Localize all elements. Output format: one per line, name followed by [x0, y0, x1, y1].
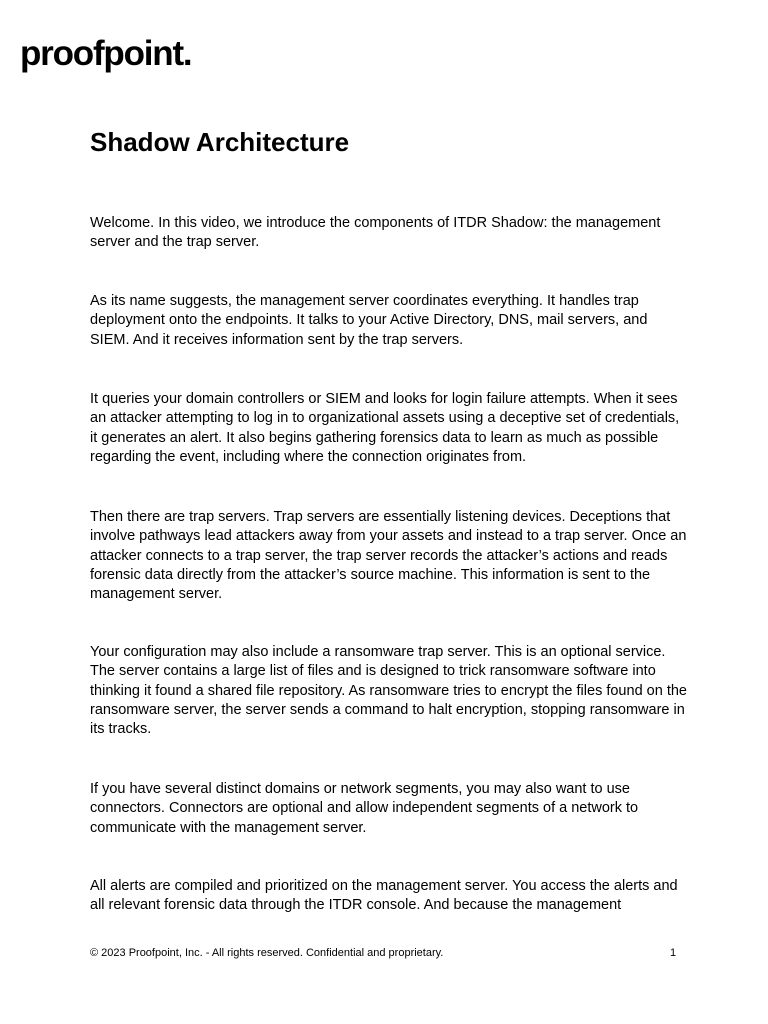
paragraph: All alerts are compiled and prioritized on the management server. You access the alerts and all relevant forensic data through the ITDR console. And because the management — [90, 878, 678, 914]
paragraph: If you have several distinct domains or network segments, you may also want to use connectors. Connectors are optional and allow independent segments of a network to communicate with the management server. — [90, 781, 639, 836]
paragraph: Your configuration may also include a ransomware trap server. This is an optional service. The server contains a large list of files and is designed to trick ransomware software into thinking it found a shared file repository. As ransomware tries to encrypt the files found on the ransomware server, the server sends a command to halt encryption, stopping ransomware in its tracks. — [90, 644, 687, 738]
paragraph: Welcome. In this video, we introduce the components of ITDR Shadow: the management server and the trap server. — [90, 215, 661, 251]
paragraph: Then there are trap servers. Trap servers are essentially listening devices. Deceptions that involve pathways lead attackers away from your assets and instead to a trap server. Once an attacker connects to a trap server, the trap server records the attacker’s actions and reads forensic data directly from the attacker’s source machine. This information is sent to the management server. — [90, 509, 687, 603]
page-title: Shadow Architecture — [90, 127, 350, 157]
page-number: 1 — [670, 947, 677, 959]
paragraph: It queries your domain controllers or SIEM and looks for login failure attempts. When it sees an attacker attempting to log in to organizational assets using a deceptive set of credentials, it generates an alert. It also begins gathering forensics data to learn as much as possible regarding the event, including where the connection originates from. — [90, 391, 680, 465]
proofpoint-logo: proofpoint. — [20, 34, 192, 73]
paragraph: As its name suggests, the management server coordinates everything. It handles trap deployment onto the endpoints. It talks to your Active Directory, DNS, mail servers, and SIEM. And it receives information sent by the trap servers. — [90, 293, 648, 348]
footer-copyright: © 2023 Proofpoint, Inc. - All rights reserved. Confidential and proprietary. — [90, 947, 444, 959]
